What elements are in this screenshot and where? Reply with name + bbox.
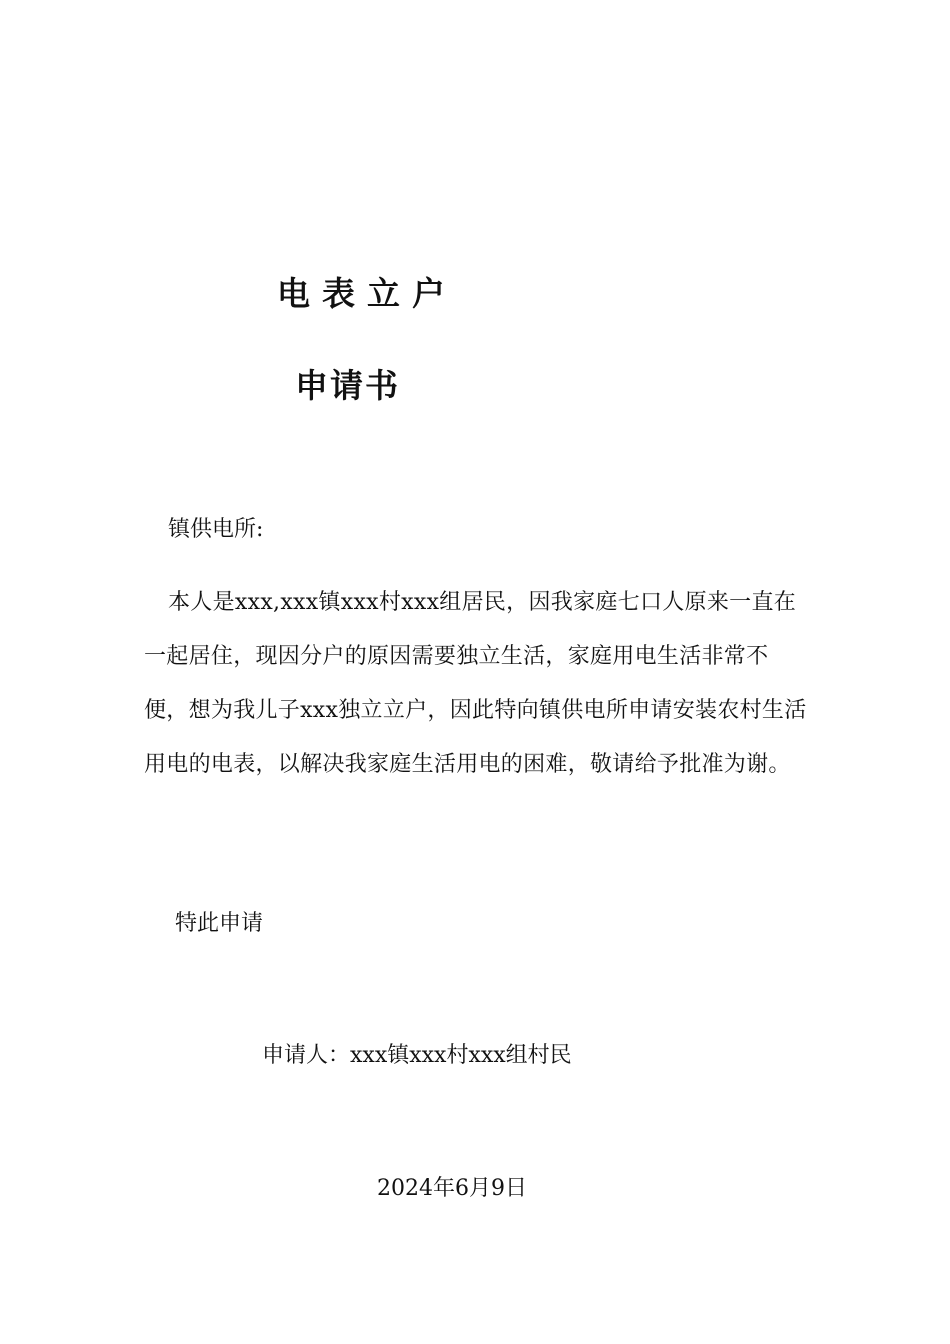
closing-line: 特此申请	[175, 911, 264, 936]
document-title-line2: 申请书	[295, 366, 400, 405]
document-date: 2024年6月9日	[377, 1176, 527, 1201]
document-title-line1: 电表立户	[277, 274, 457, 313]
body-paragraph: 本人是xxx,xxx镇xxx村xxx组居民，因我家庭七口人原来一直在一起居住，现因分户的原因需要独立生活，家庭用电生活非常不便，想为我儿子xxx独立立户，因此特向镇供电所申请安装农村生活用电的电表，以解决我家庭生活用电的困难，敬请给予批准为谢。	[144, 590, 807, 777]
applicant-signature: 申请人：xxx镇xxx村xxx组村民	[262, 1043, 572, 1068]
salutation: 镇供电所:	[168, 517, 264, 542]
